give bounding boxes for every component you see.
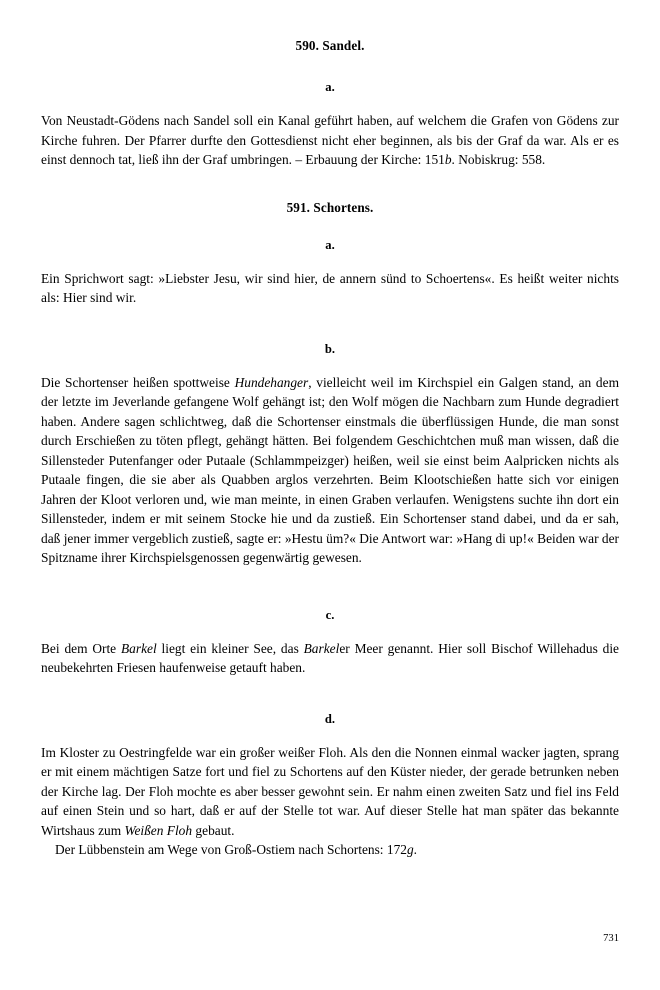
subsection-label-591-c: c. [325, 607, 335, 622]
spacer [41, 678, 619, 712]
paragraph-590-a: Von Neustadt-Gödens nach Sandel soll ein Kanal geführt haben, auf welchem die Grafen von Gödens zur Kirche fuhren. Der Pfarrer durfte den Gottesdienst nicht eher beginnen, als bis der Graf da war. Als er es einst dennoch tat, ließ ihn der Graf umbringen. – Erbauung der Kirche: 151b. Nobiskrug: 558. [41, 113, 619, 167]
subsection-label-591-b: b. [324, 341, 336, 356]
spacer [41, 568, 619, 608]
spacer [41, 623, 619, 639]
subsection-label-591-a: a. [325, 237, 335, 252]
spacer [41, 357, 619, 373]
paragraph-591-a: Ein Sprichwort sagt: »Liebster Jesu, wir sind hier, de annern sünd to Schoertens«. Es heißt weiter nichts als: Hier sind wir. [41, 270, 619, 305]
spacer [41, 308, 619, 342]
paragraph-591-d-closing: Der Lübbenstein am Wege von Groß-Ostiem nach Schortens: 172g. [55, 842, 418, 857]
spacer [41, 170, 619, 200]
spacer [41, 727, 619, 743]
spacer [41, 253, 619, 269]
subsection-label-590-a: a. [325, 80, 335, 94]
spacer [41, 216, 619, 238]
paragraph-591-c: Bei dem Orte Barkel liegt ein kleiner See, das Barkeler Meer genannt. Hier soll Bischof Willehadus die neubekehrten Friesen haufenweise getauft haben. [41, 640, 619, 675]
subsection-label-591-d: d. [324, 711, 336, 726]
section-heading-590: 590. Sandel. [295, 38, 365, 53]
paragraph-591-d: Im Kloster zu Oestringfelde war ein großer weißer Floh. Als den die Nonnen einmal wacker jagten, sprang er mit einem mächtigen Satze fort und fiel zu Schortens auf den Küster nieder, der gerade betrunken neben der Kirche lag. Der Floh mochte es aber besser gewohnt sein. Er nahm einen zweiten Satz und fiel ins Feld auf einen Stein und so hart, daß er auf der Stelle tot war. Auf dieser Stelle hat man später das bekannte Wirtshaus zum Weißen Floh gebaut. [41, 744, 619, 838]
spacer [41, 54, 619, 80]
spacer [41, 95, 619, 111]
paragraph-591-b: Die Schortenser heißen spottweise Hundehanger, vielleicht weil im Kirchspiel ein Galgen stand, an dem der letzte im Jeverlande gefangene Wolf gehängt ist; den Wolf mögen die Nachbarn zum Hunde degradiert haben. Andere sagen schlichtweg, daß die Schortenser einstmals die überflüssigen Hunde, die man sonst durch Erschießen zu töten pflegt, gehängt hätten. Bei folgendem Geschichtchen muß man wissen, daß die Sillensteder Putenfanger oder Putaale (Schlammpeizger) heißen, weil sie einst beim Aalpricken nichts als Putaale fingen, die sie aber als Quabben arglos verzehrten. Beim Klootschießen hatte sich vor einigen Jahren der Kloot verloren und, wie man meinte, in einen Graben verlaufen. Wenigstens suchte ihn dort ein Sillensteder, indem er mit seinem Stocke hie und da zustieß. Ein Schortenser stand dabei, und da er sah, daß jener immer vergeblich zustieß, sagte er: »Hestu üm?« Die Antwort war: »Hang di up!« Beiden war der Spitzname ihrer Kirchspielsgenossen gegenwärtig gewesen. [41, 374, 619, 565]
page-number: 731 [603, 933, 619, 944]
section-heading-591: 591. Schortens. [286, 199, 374, 215]
